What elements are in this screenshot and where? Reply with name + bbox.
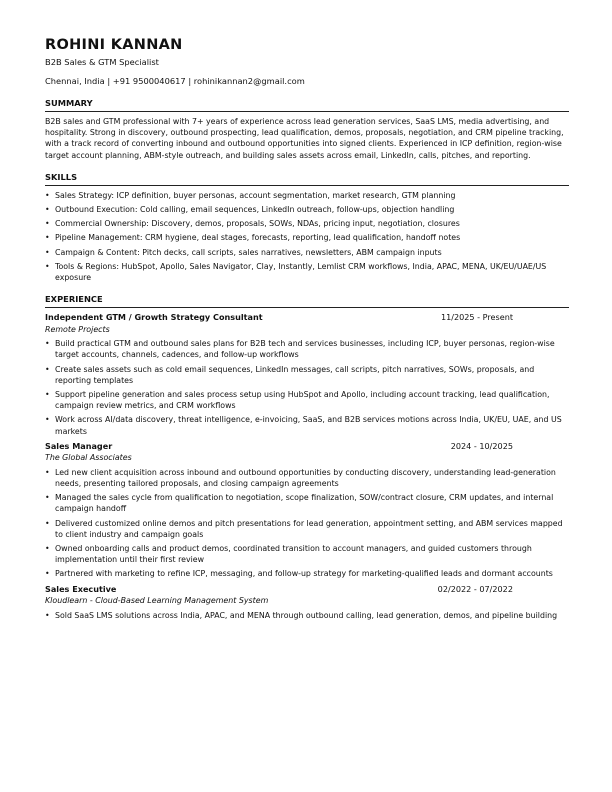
skill-item: • Campaign & Content: Pitch decks, call scripts, sales narratives, newsletters, ABM campaign inputs: [45, 247, 569, 258]
job-bullets: [45, 610, 569, 621]
job-role: Independent GTM / Growth Strategy Consultant: [45, 312, 263, 323]
job-bullets: [45, 467, 569, 580]
skill-item: • Sales Strategy: ICP definition, buyer personas, account segmentation, market research, GTM planning: [45, 190, 569, 201]
job-organization: The Global Associates: [45, 453, 132, 463]
job-header: [45, 584, 569, 596]
experience-section: [45, 293, 569, 621]
job-entry: [45, 584, 569, 621]
section-divider: [45, 111, 569, 112]
section-divider: [45, 307, 569, 308]
job-bullets: [45, 338, 569, 437]
candidate-name: ROHINI KANNAN: [45, 37, 183, 53]
job-bullet: • Support pipeline generation and sales process setup using HubSpot and Apollo, including account tracking, lead qualification, campaign review metrics, and CRM workflows: [45, 389, 569, 411]
resume-page: [45, 36, 569, 624]
job-bullet: • Managed the sales cycle from qualification to negotiation, scope finalization, SOW/contract closure, CRM updates, and internal campaign handoff: [45, 492, 569, 514]
skill-item: • Tools & Regions: HubSpot, Apollo, Sales Navigator, Clay, Instantly, Lemlist CRM workflows, India, APAC, MENA, UK/EU/UAE/US exposure: [45, 261, 569, 283]
job-bullet: • Sold SaaS LMS solutions across India, APAC, and MENA through outbound calling, lead generation, demos, and pipeline building: [45, 610, 569, 621]
job-header: [45, 312, 569, 324]
section-title: SUMMARY: [45, 98, 93, 108]
job-organization: Remote Projects: [45, 324, 110, 334]
job-bullet: • Build practical GTM and outbound sales plans for B2B tech and services businesses, including ICP, buyer personas, region-wise target accounts, channels, cadences, and follow-up workflows: [45, 338, 569, 360]
job-bullet: • Led new client acquisition across inbound and outbound opportunities by conducting discovery, understanding lead-generation needs, presenting tailored proposals, and closing campaign agreements: [45, 467, 569, 489]
job-dates: 11/2025 - Present: [440, 312, 513, 323]
job-bullet: • Create sales assets such as cold email sequences, LinkedIn messages, call scripts, pitch narratives, SOWs, proposals, and reporting templates: [45, 364, 569, 386]
skills-list: [45, 190, 569, 283]
section-divider: [45, 185, 569, 186]
job-entry: [45, 312, 569, 437]
job-bullet: • Delivered customized online demos and pitch presentations for lead generation, appointment setting, and ABM services mapped to client industry and campaign goals: [45, 518, 569, 540]
job-role: Sales Executive: [45, 583, 117, 594]
skill-item: • Pipeline Management: CRM hygiene, deal stages, forecasts, reporting, lead qualification, handoff notes: [45, 232, 569, 243]
job-header: [45, 441, 569, 453]
resume-header: [45, 36, 569, 87]
contact-line: Chennai, India | +91 9500040617 | rohinikannan2@gmail.com: [45, 76, 305, 86]
job-dates: 02/2022 - 07/2022: [437, 583, 513, 594]
job-organization: Kloudlearn - Cloud-Based Learning Management System: [45, 596, 269, 606]
section-title: EXPERIENCE: [45, 294, 103, 305]
job-role: Sales Manager: [45, 440, 113, 451]
section-title: SKILLS: [45, 171, 78, 182]
skills-section: [45, 171, 569, 283]
job-bullet: • Work across AI/data discovery, threat intelligence, e-invoicing, SaaS, and B2B services motions across India, UK/EU, UAE, and US markets: [45, 414, 569, 436]
summary-text: B2B sales and GTM professional with 7+ years of experience across lead generation services, SaaS LMS, media advertising, and hospitality. Strong in discovery, outbound prospecting, lead qualification, demos, proposals, negotiation, and CRM pipeline tracking, with a track record of converting inbound and outbound opportunities into signed clients. Experienced in ICP definition, region-wise target account planning, ABM-style outreach, and building sales assets across email, LinkedIn, calls, pitches, and reporting.: [45, 117, 564, 160]
job-bullet: • Owned onboarding calls and product demos, coordinated transition to account managers, and guided customers through implementation until their first review: [45, 543, 569, 565]
job-bullet: • Partnered with marketing to refine ICP, messaging, and follow-up strategy for marketing-qualified leads and dormant accounts: [45, 568, 569, 579]
summary-section: [45, 97, 569, 161]
skill-item: • Commercial Ownership: Discovery, demos, proposals, SOWs, NDAs, pricing input, negotiation, closures: [45, 218, 569, 229]
skill-item: • Outbound Execution: Cold calling, email sequences, LinkedIn outreach, follow-ups, objection handling: [45, 204, 569, 215]
job-entry: [45, 441, 569, 580]
candidate-tagline: B2B Sales & GTM Specialist: [45, 57, 159, 67]
job-dates: 2024 - 10/2025: [450, 440, 513, 451]
